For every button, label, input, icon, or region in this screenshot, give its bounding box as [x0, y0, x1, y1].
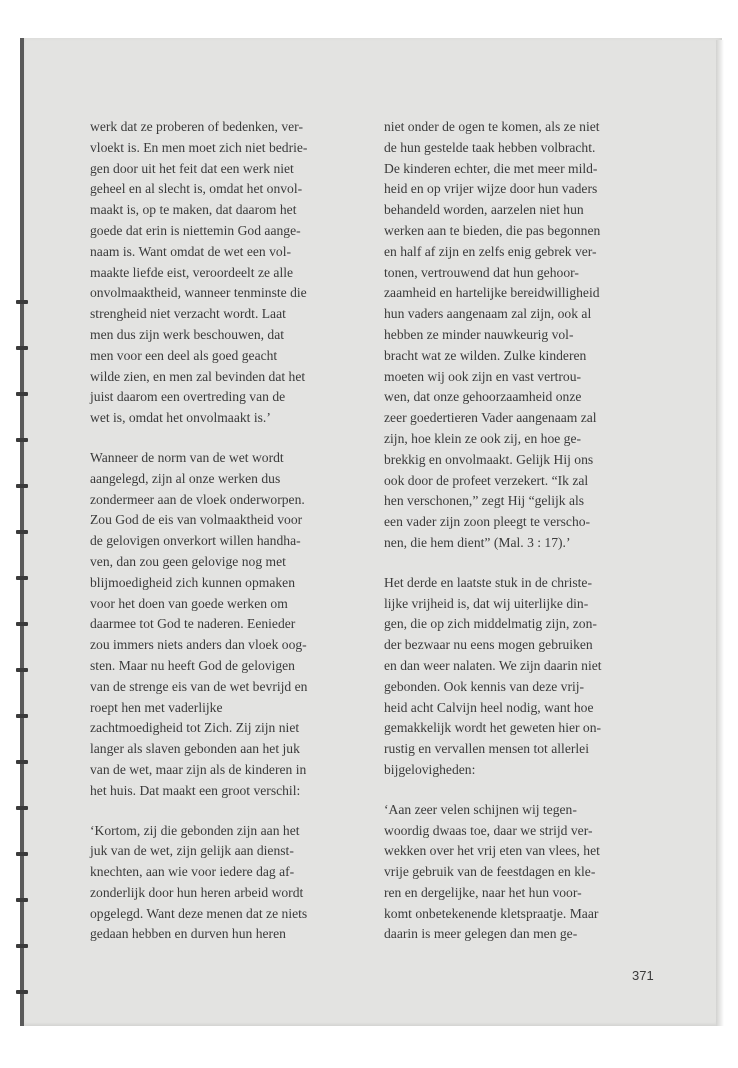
- text-line: het huis. Dat maakt een groot verschil:: [90, 782, 301, 798]
- binding-stitch: [16, 852, 28, 856]
- text-line: vrije gebruik van de feestdagen en kle-: [384, 864, 596, 880]
- text-line: zeer goedertieren Vader aangenaam zal: [384, 410, 597, 426]
- binding-stitch: [16, 714, 28, 718]
- text-line: zaamheid en hartelijke bereidwilligheid: [384, 285, 600, 301]
- text-line: heid en op vrijer wijze door hun vaders: [384, 181, 598, 197]
- text-line: ren en dergelijke, naar het hun voor-: [384, 884, 582, 900]
- text-line: De kinderen echter, die met meer mild-: [384, 160, 598, 176]
- text-line: behandeld worden, aarzelen niet hun: [384, 202, 584, 218]
- binding-stitch: [16, 668, 28, 672]
- text-line: zondermeer aan de vloek onderworpen.: [90, 491, 305, 507]
- paragraph: [90, 448, 307, 802]
- binding-stitch: [16, 806, 28, 810]
- text-line: woordig dwaas toe, daar we strijd ver-: [384, 822, 593, 838]
- text-line: hen verschonen,” zegt Hij “gelijk als: [384, 493, 585, 509]
- text-line: goede dat erin is niettemin God aange-: [90, 222, 301, 238]
- text-line: werken aan te bieden, die pas begonnen: [384, 222, 601, 238]
- binding-stitch: [16, 346, 28, 350]
- text-line: bracht wat ze wilden. Zulke kinderen: [384, 347, 587, 363]
- text-line: de hun gestelde taak hebben volbracht.: [384, 139, 596, 155]
- text-line: wekken over het vrij eten van vlees, het: [384, 843, 600, 859]
- left-column: [90, 117, 307, 945]
- text-line: sten. Maar nu heeft God de gelovigen: [90, 657, 295, 673]
- paragraph: [384, 800, 602, 946]
- binding-stitch: [16, 990, 28, 994]
- text-line: hebben ze minder nauwkeurig vol-: [384, 326, 574, 342]
- text-line: knechten, aan wie voor iedere dag af-: [90, 864, 295, 880]
- page-edge: [716, 40, 724, 1026]
- paragraph: [90, 821, 307, 946]
- text-line: maakte liefde eist, veroordeelt ze alle: [90, 264, 294, 280]
- text-line: komt onbetekenende kletspraatje. Maar: [384, 905, 599, 921]
- text-line: daarmee tot God te naderen. Eenieder: [90, 616, 296, 632]
- text-line: geheel en al slecht is, omdat het onvol-: [90, 181, 303, 197]
- text-line: wet is, omdat het onvolmaakt is.’: [90, 410, 271, 426]
- binding-stitch: [16, 392, 28, 396]
- binding-stitch: [16, 438, 28, 442]
- text-line: onvolmaaktheid, wanneer tenminste die: [90, 285, 307, 301]
- text-line: Het derde en laatste stuk in de christe-: [384, 574, 592, 590]
- text-line: Zou God de eis van volmaaktheid voor: [90, 512, 303, 528]
- text-line: van de strenge eis van de wet bevrijd en: [90, 678, 308, 694]
- text-line: ‘Kortom, zij die gebonden zijn aan het: [90, 822, 300, 838]
- text-line: aangelegd, zijn al onze werken dus: [90, 470, 281, 486]
- text-line: bijgelovigheden:: [384, 761, 476, 777]
- text-line: zijn, hoe klein ze ook zij, en hoe ge-: [384, 430, 582, 446]
- text-line: een vader zijn zoon pleegt te verscho-: [384, 514, 591, 530]
- text-line: ook door de profeet verzekert. “Ik zal: [384, 472, 589, 488]
- text-line: de gelovigen onverkort willen handha-: [90, 533, 301, 549]
- text-line: niet onder de ogen te komen, als ze niet: [384, 119, 600, 134]
- text-line: roept hen met vaderlijke: [90, 699, 223, 715]
- text-line: daarin is meer gelegen dan men ge-: [384, 926, 578, 942]
- text-line: rustig en vervallen mensen tot allerlei: [384, 741, 589, 757]
- text-line: brekkig en onvolmaakt. Gelijk Hij ons: [384, 451, 594, 467]
- text-line: gebonden. Ook kennis van deze vrij-: [384, 678, 585, 694]
- text-line: voor het doen van goede werken om: [90, 595, 288, 611]
- text-line: wilde zien, en men zal bevinden dat het: [90, 368, 306, 384]
- text-line: naam is. Want omdat de wet een vol-: [90, 243, 291, 259]
- text-line: ven, dan zou geen gelovige nog met: [90, 553, 286, 569]
- binding-stitch: [16, 300, 28, 304]
- binding-stitch: [16, 576, 28, 580]
- text-line: juk van de wet, zijn gelijk aan dienst-: [90, 843, 294, 859]
- text-line: langer als slaven gebonden aan het juk: [90, 741, 300, 757]
- binding-stitch: [16, 622, 28, 626]
- text-line: hun vaders aangenaam zal zijn, ook al: [384, 306, 592, 322]
- binding-stitch: [16, 530, 28, 534]
- text-line: tonen, vertrouwend dat hun gehoor-: [384, 264, 579, 280]
- binding-stitch: [16, 760, 28, 764]
- paragraph: [90, 117, 307, 429]
- text-line: zachtmoedigheid tot Zich. Zij zijn niet: [90, 720, 300, 736]
- paragraph: [384, 573, 602, 781]
- text-line: wen, dat onze gehoorzaamheid onze: [384, 389, 582, 405]
- text-line: nen, die hem dient” (Mal. 3 : 17).’: [384, 534, 571, 550]
- binding-stitch: [16, 944, 28, 948]
- text-line: opgelegd. Want deze menen dat ze niets: [90, 905, 308, 921]
- right-column: [384, 117, 602, 945]
- text-line: en dan weer nalaten. We zijn daarin niet: [384, 657, 602, 673]
- text-line: gemakkelijk wordt het geweten hier on-: [384, 720, 602, 736]
- text-line: ‘Aan zeer velen schijnen wij tegen-: [384, 801, 577, 817]
- text-line: moeten wij ook zijn en vast vertrou-: [384, 368, 582, 384]
- paragraph: [384, 117, 602, 554]
- text-line: zou immers niets anders dan vloek oog-: [90, 637, 307, 653]
- text-line: gedaan hebben en durven hun heren: [90, 926, 286, 942]
- text-line: men voor een deel als goed geacht: [90, 347, 278, 363]
- text-line: werk dat ze proberen of bedenken, ver-: [90, 119, 303, 134]
- text-line: maakt is, op te maken, dat daarom het: [90, 202, 297, 218]
- text-line: blijmoedigheid zich kunnen opmaken: [90, 574, 295, 590]
- text-line: gen door uit het feit dat een werk niet: [90, 160, 294, 176]
- text-line: men dus zijn werk beschouwen, dat: [90, 326, 285, 342]
- text-line: Wanneer de norm van de wet wordt: [90, 449, 284, 465]
- text-line: gen, die op zich middelmatig zijn, zon-: [384, 616, 597, 632]
- text-line: juist daarom een overtreding van de: [90, 389, 286, 405]
- text-line: lijke vrijheid is, dat wij uiterlijke din-: [384, 595, 589, 611]
- text-line: heid acht Calvijn heel nodig, want hoe: [384, 699, 594, 715]
- binding-stitch: [16, 484, 28, 488]
- text-line: vloekt is. En men moet zich niet bedrie-: [90, 139, 308, 155]
- text-line: strengheid niet verzacht wordt. Laat: [90, 306, 286, 322]
- text-line: der bezwaar nu eens mogen gebruiken: [384, 637, 593, 653]
- text-line: zonderlijk door hun heren arbeid wordt: [90, 884, 304, 900]
- binding-stitch: [16, 898, 28, 902]
- text-line: van de wet, maar zijn als de kinderen in: [90, 761, 307, 777]
- page-number: 371: [632, 968, 654, 983]
- text-line: en half af zijn en zelfs enig gebrek ver-: [384, 243, 597, 259]
